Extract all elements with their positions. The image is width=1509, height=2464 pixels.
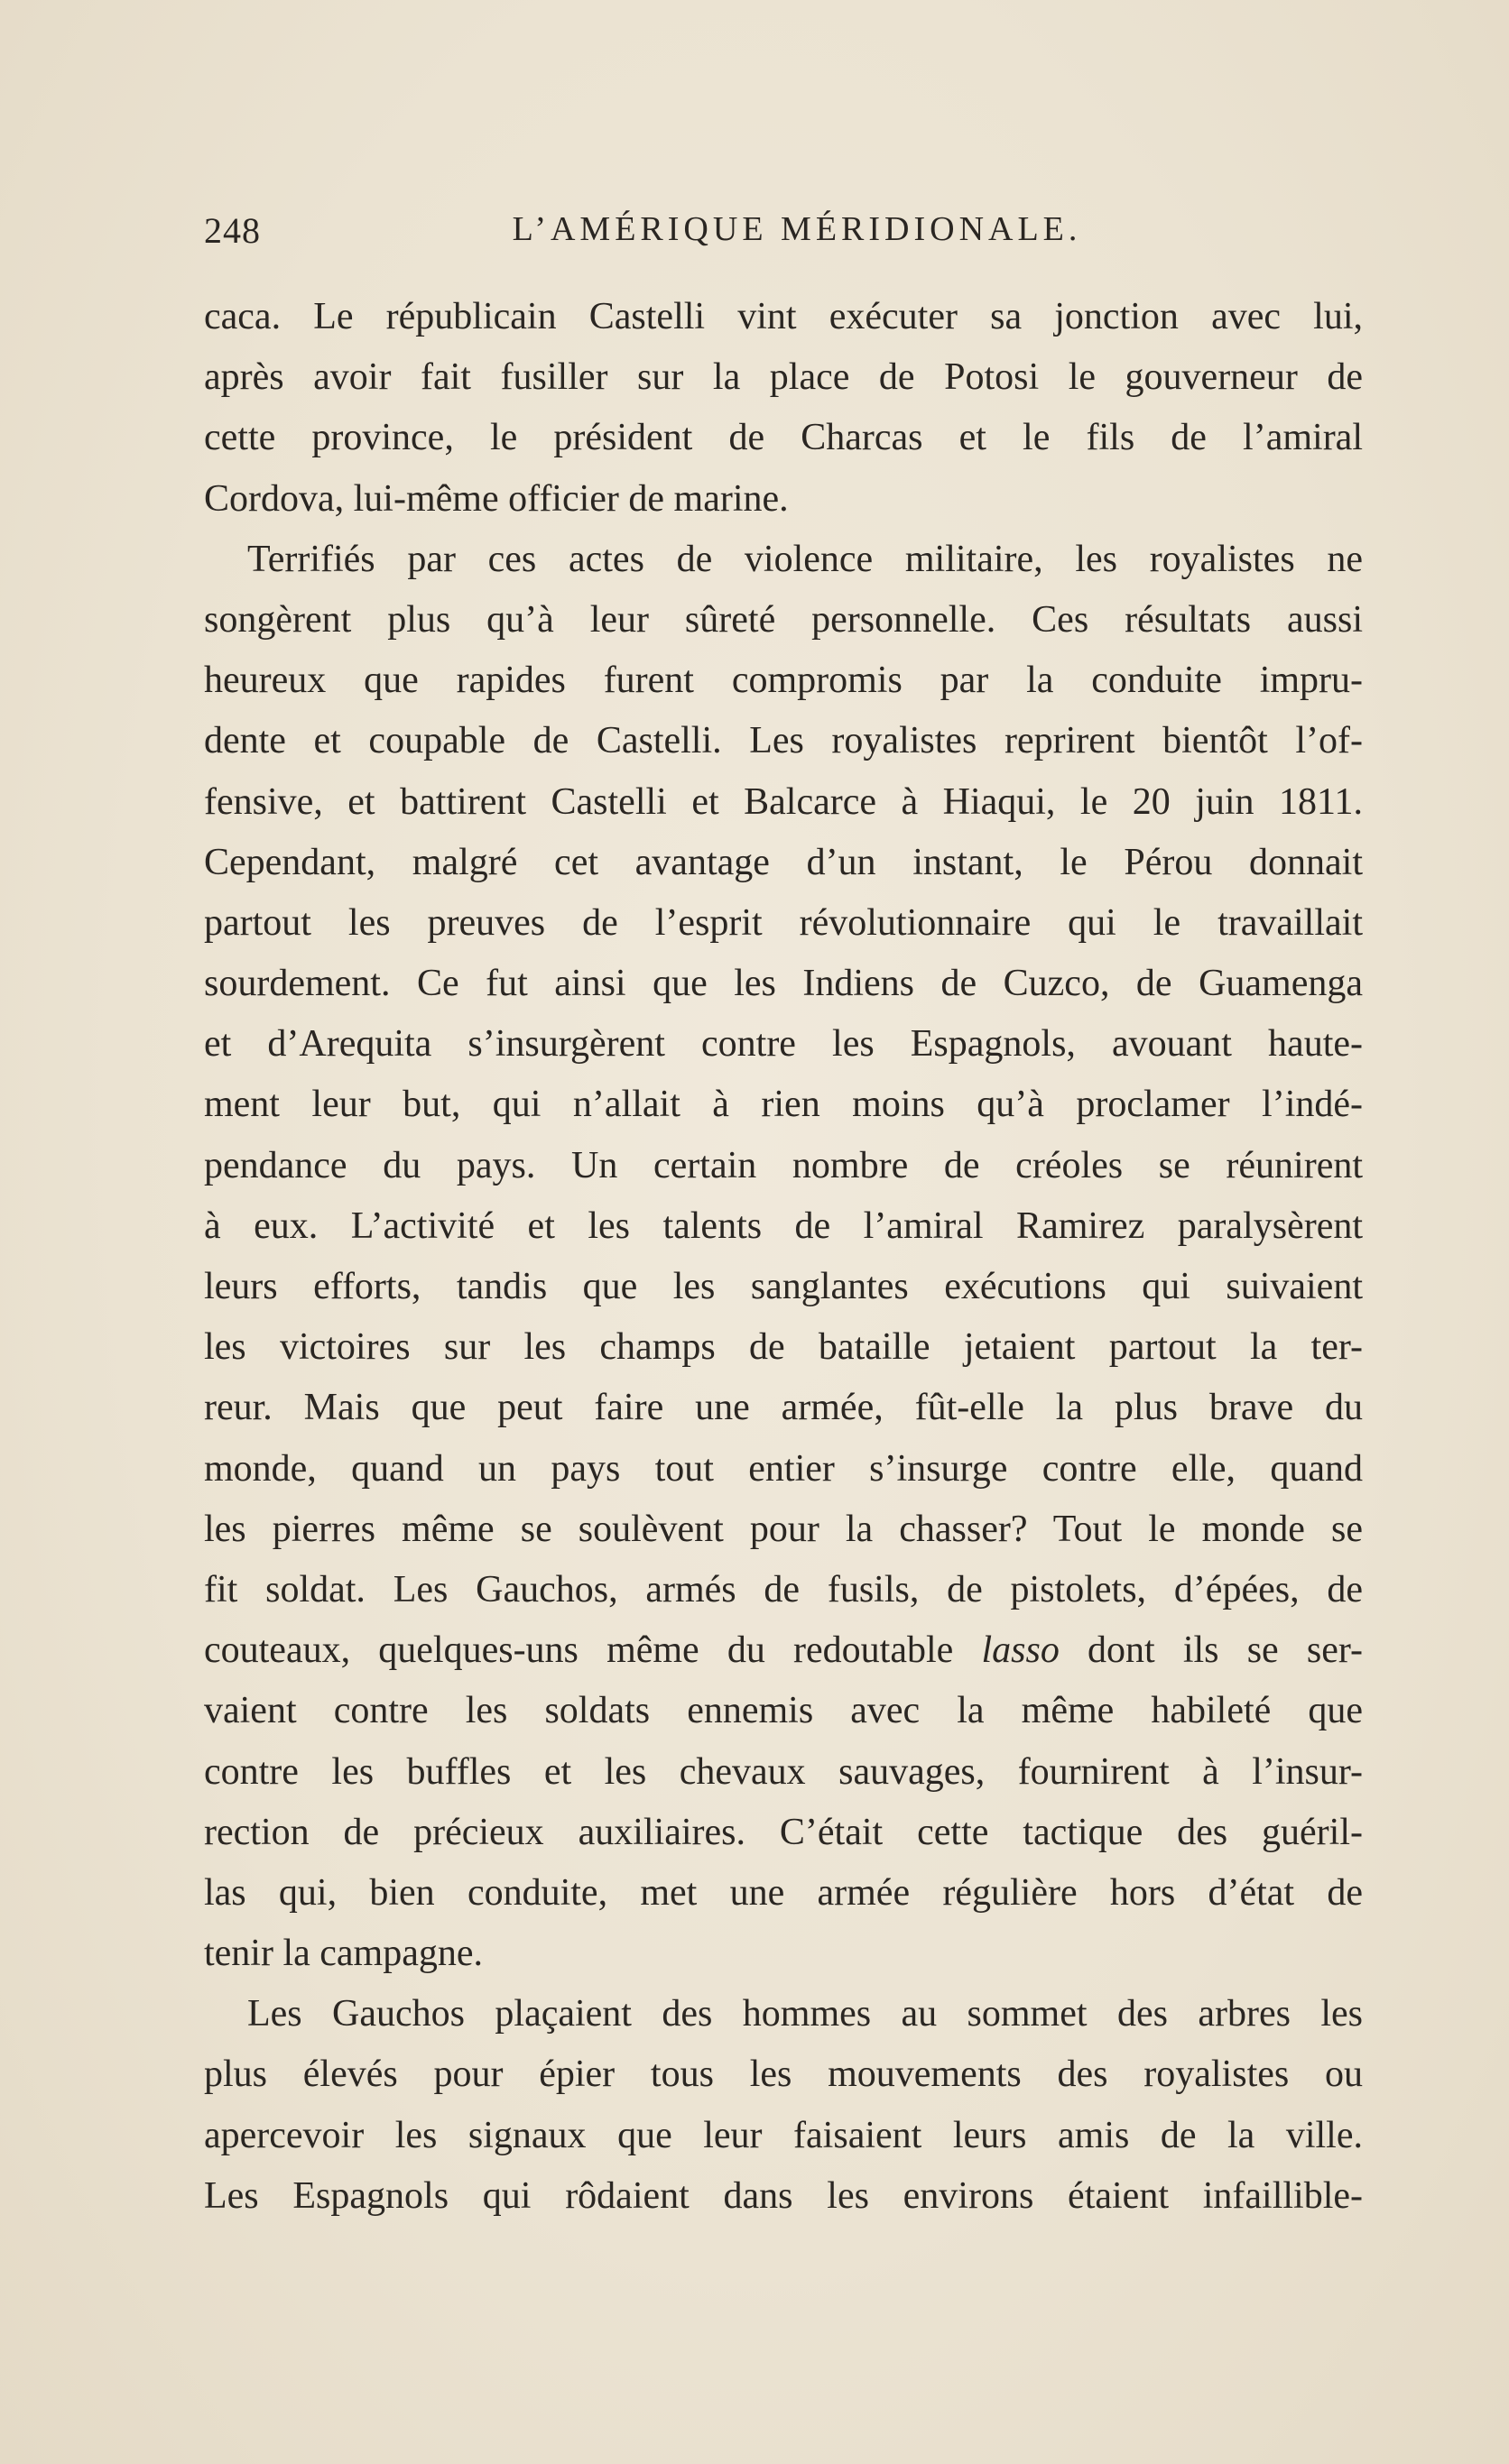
body-text — [204, 287, 1363, 2227]
text-line: après avoir fait fusiller sur la place de Potosi le gouverneur de — [204, 356, 1363, 399]
text-line: Les Espagnols qui rôdaient dans les environs étaient infaillible- — [204, 2174, 1363, 2217]
text-line: plus élevés pour épier tous les mouvements des royalistes ou — [204, 2053, 1363, 2096]
text-line: fit soldat. Les Gauchos, armés de fusils, de pistolets, d’épées, de — [204, 1568, 1363, 1610]
text-line: contre les buffles et les chevaux sauvages, fournirent à l’insur- — [204, 1750, 1363, 1793]
text-line: songèrent plus qu’à leur sûreté personnelle. Ces résultats aussi — [204, 598, 1363, 641]
text-line: monde, quand un pays tout entier s’insurge contre elle, quand — [204, 1447, 1363, 1490]
paragraph-2 — [204, 530, 1363, 1985]
text-line: Terrifiés par ces actes de violence militaire, les royalistes ne — [247, 538, 1363, 580]
text-line: caca. Le républicain Castelli vint exécuter sa jonction avec lui, — [204, 296, 1363, 337]
page-header — [204, 209, 1363, 263]
text-line: dente et coupable de Castelli. Les royalistes reprirent bientôt l’of- — [204, 720, 1363, 762]
running-title: L’AMÉRIQUE MÉRIDIONALE. — [512, 210, 1082, 248]
text-line: pendance du pays. Un certain nombre de créoles se réunirent — [204, 1144, 1363, 1186]
text-line: ment leur but, qui n’allait à rien moins qu’à proclamer l’indé- — [204, 1084, 1363, 1126]
text-line: tenir la campagne. — [204, 1933, 484, 1975]
text-segment: dont ils se ser- — [1059, 1629, 1363, 1672]
page-number: 248 — [204, 210, 261, 251]
text-line: les pierres même se soulèvent pour la chasser? Tout le monde se — [204, 1508, 1363, 1550]
text-line: heureux que rapides furent compromis par la conduite impru- — [204, 660, 1363, 702]
text-line: apercevoir les signaux que leur faisaient leurs amis de la ville. — [204, 2114, 1363, 2156]
text-line: partout les preuves de l’esprit révolutionnaire qui le travaillait — [204, 901, 1363, 944]
text-line: rection de précieux auxiliaires. C’était cette tactique des guéril- — [204, 1811, 1363, 1853]
text-line: à eux. L’activité et les talents de l’amiral Ramirez paralysèrent — [204, 1204, 1363, 1247]
text-line: Cordova, lui-même officier de marine. — [204, 477, 789, 520]
paragraph-1 — [204, 287, 1363, 530]
text-line: et d’Arequita s’insurgèrent contre les Espagnols, avouant haute- — [204, 1023, 1363, 1066]
text-line: sourdement. Ce fut ainsi que les Indiens de Cuzco, de Guamenga — [204, 963, 1363, 1005]
text-segment: couteaux, quelques-uns même du redoutable — [204, 1629, 982, 1672]
text-line: les victoires sur les champs de bataille jetaient partout la ter- — [204, 1326, 1363, 1369]
text-line: fensive, et battirent Castelli et Balcarce à Hiaqui, le 20 juin 1811. — [204, 780, 1363, 823]
text-line: leurs efforts, tandis que les sanglantes exécutions qui suivaient — [204, 1266, 1363, 1307]
paragraph-3 — [204, 1984, 1363, 2227]
text-line-lasso — [204, 1620, 1363, 1681]
text-line: reur. Mais que peut faire une armée, fût-elle la plus brave du — [204, 1387, 1363, 1429]
italic-word: lasso — [981, 1629, 1060, 1672]
text-line: Les Gauchos plaçaient des hommes au sommet des arbres les — [247, 1993, 1363, 2035]
text-line: las qui, bien conduite, met une armée régulière hors d’état de — [204, 1871, 1363, 1914]
text-line: Cependant, malgré cet avantage d’un instant, le Pérou donnait — [204, 841, 1363, 883]
text-line: vaient contre les soldats ennemis avec la même habileté que — [204, 1690, 1363, 1732]
text-line: cette province, le président de Charcas et le fils de l’amiral — [204, 417, 1363, 459]
